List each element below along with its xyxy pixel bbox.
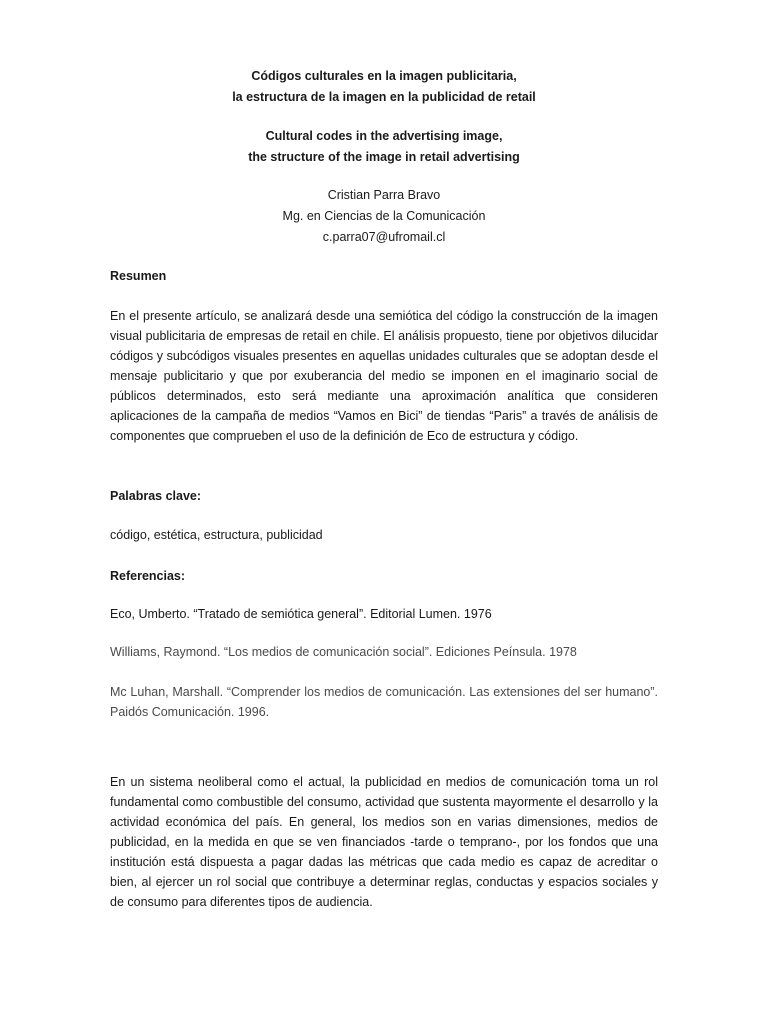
document-page [110, 60, 658, 912]
author-degree: Mg. en Ciencias de la Comunicación [282, 209, 486, 223]
author-block [110, 185, 658, 248]
resumen-heading: Resumen [110, 269, 167, 283]
resumen-text: En el presente artículo, se analizará desde una semiótica del código la construcción de la imagen visual publicitaria de empresas de retail en chile. El análisis propuesto, tiene por objetivos dilucidar códigos y subcódigos visuales presentes en aquellas unidades culturales que se adoptan desde el mensaje publicitario y que por exuberancia del medio se imponen en el imaginario social de públicos determinados, esto será mediante una aproximación analítica que consideren aplicaciones de la campaña de medios “Vamos en Bici” de tiendas “Paris” a través de análisis de componentes que comprueben el uso de la definición de Eco de estructura y código. [110, 309, 658, 443]
keywords-heading: Palabras clave: [110, 489, 202, 503]
author-name: Cristian Parra Bravo [327, 188, 441, 202]
title-english [110, 126, 658, 168]
title-spanish [110, 66, 658, 108]
reference-item: Williams, Raymond. “Los medios de comunicación social”. Ediciones Peínsula. 1978 [110, 645, 577, 659]
keywords-text: código, estética, estructura, publicidad [110, 528, 323, 542]
title-english-line-2: the structure of the image in retail advertising [248, 150, 520, 164]
title-spanish-line-1: Códigos culturales en la imagen publicitaria, [251, 69, 517, 83]
reference-item: Mc Luhan, Marshall. “Comprender los medios de comunicación. Las extensiones del ser humano”. Paidós Comunicación. 1996. [110, 685, 658, 719]
author-email: c.parra07@ufromail.cl [322, 230, 446, 244]
references-heading: Referencias: [110, 569, 186, 583]
title-spanish-line-2: la estructura de la imagen en la publicidad de retail [232, 90, 536, 104]
reference-item: Eco, Umberto. “Tratado de semiótica general”. Editorial Lumen. 1976 [110, 607, 492, 621]
title-english-line-1: Cultural codes in the advertising image, [265, 129, 503, 143]
body-paragraph: En un sistema neoliberal como el actual, la publicidad en medios de comunicación toma un rol fundamental como combustible del consumo, actividad que sustenta mayormente el desarrollo y la actividad económica del país. En general, los medios son en varias dimensiones, medios de publicidad, en la medida en que se ven financiados -tarde o temprano-, por los fondos que una institución está dispuesta a pagar dadas las métricas que cada medio es capaz de acreditar o bien, al ejercer un rol social que contribuye a determinar reglas, conductas y espacios sociales y de consumo para diferentes tipos de audiencia. [110, 775, 658, 909]
